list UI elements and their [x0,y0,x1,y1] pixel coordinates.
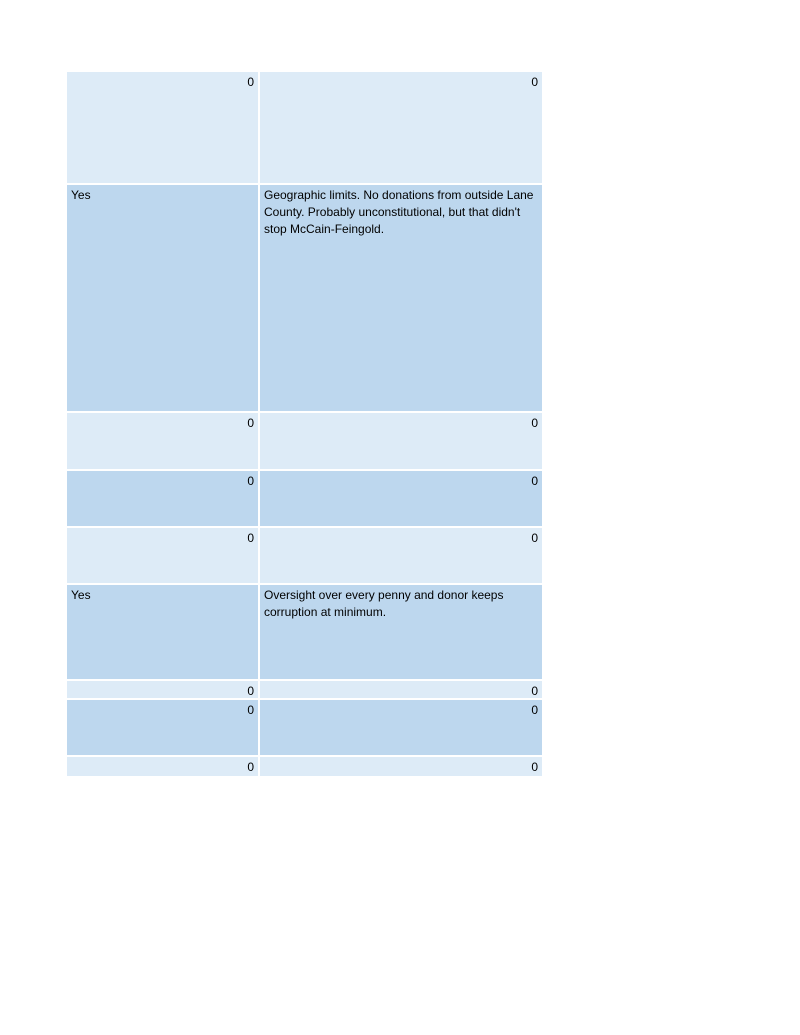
table-cell[interactable]: Oversight over every penny and donor keeps corruption at minimum. [260,585,542,681]
table-cell[interactable]: 0 [260,757,542,776]
table-row [67,700,542,757]
table-cell[interactable]: 0 [260,700,542,757]
table-cell[interactable]: 0 [67,528,260,585]
table-cell[interactable]: 0 [260,72,542,185]
table-cell[interactable]: 0 [260,681,542,700]
table-cell[interactable]: 0 [260,471,542,528]
table-row [67,413,542,471]
table-row [67,72,542,185]
table-row [67,681,542,700]
table-cell[interactable]: 0 [260,413,542,471]
table-cell[interactable]: 0 [67,72,260,185]
table-row [67,585,542,681]
table-row [67,471,542,528]
table-row [67,757,542,776]
table-cell[interactable]: Yes [67,185,260,413]
table-row [67,528,542,585]
table-cell[interactable]: 0 [67,757,260,776]
table-cell[interactable]: Geographic limits. No donations from outside Lane County. Probably unconstitutional, but that didn't stop McCain-Feingold. [260,185,542,413]
table-cell[interactable]: Yes [67,585,260,681]
spreadsheet-table [67,72,542,776]
table-cell[interactable]: 0 [67,413,260,471]
table-cell[interactable]: 0 [67,700,260,757]
table-cell[interactable]: 0 [67,681,260,700]
table-row [67,185,542,413]
table-cell[interactable]: 0 [67,471,260,528]
table-cell[interactable]: 0 [260,528,542,585]
